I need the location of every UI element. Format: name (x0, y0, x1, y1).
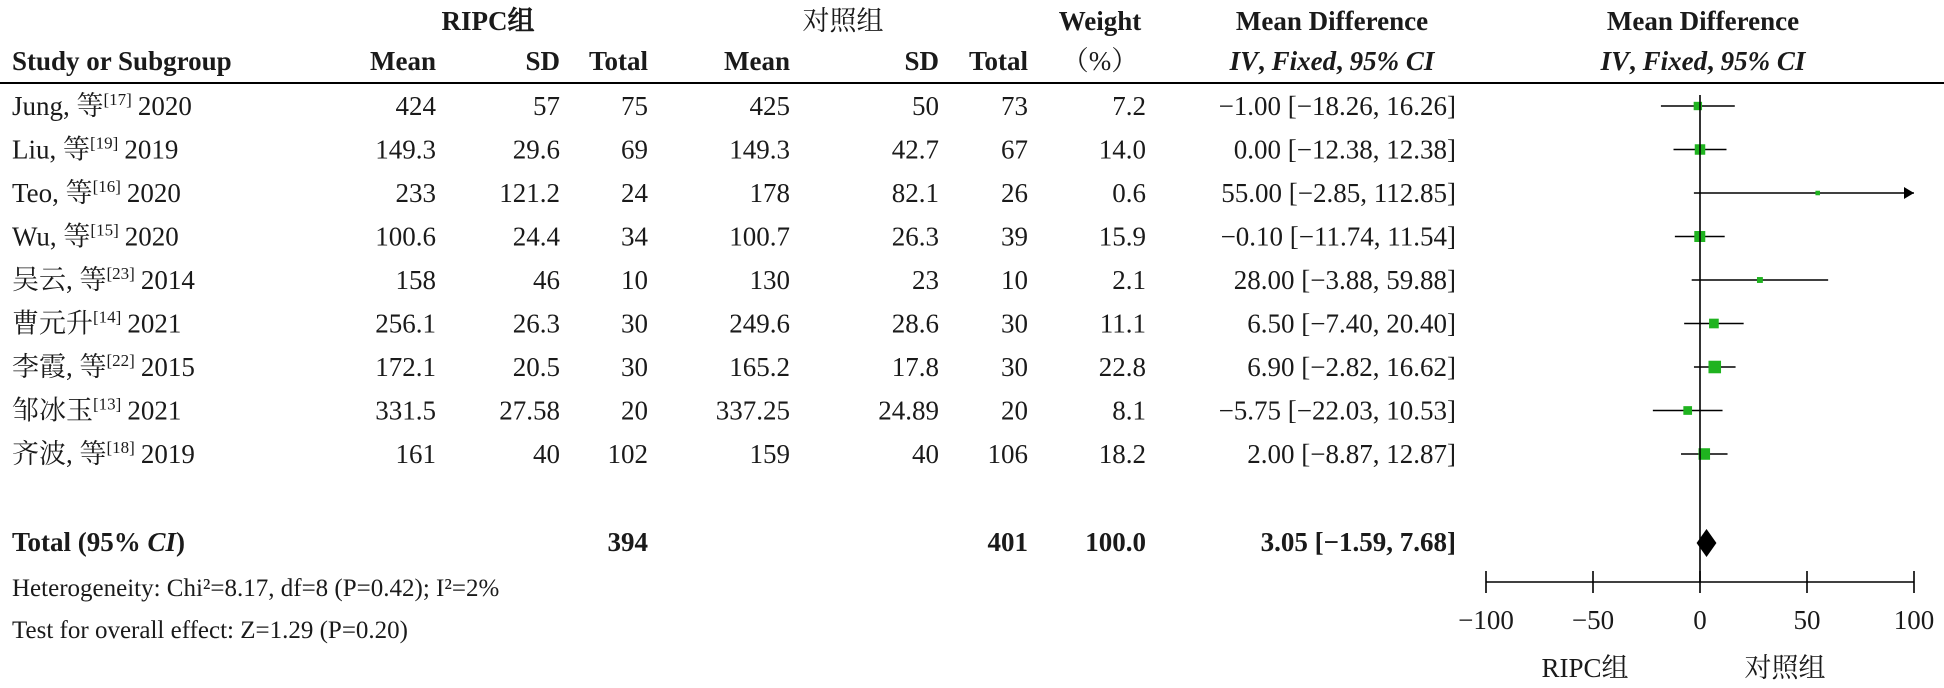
ci-arrow (1904, 187, 1914, 199)
total-exp-count: 394 (607, 527, 648, 557)
study-exp-mean: 149.3 (375, 134, 436, 165)
ctl-total-header: Total (968, 46, 1028, 76)
study-ref: [15] (90, 220, 119, 240)
heterogeneity-text: Heterogeneity: Chi²=8.17, df=8 (P=0.42); I²=2% (12, 575, 500, 602)
exp-total-header: Total (588, 46, 648, 76)
weight-header: Weight (1058, 6, 1142, 36)
total-weight: 100.0 (1085, 527, 1146, 557)
study-exp-total: 10 (621, 265, 648, 295)
study-name: 邹冰玉 (12, 395, 93, 426)
study-ref: [17] (103, 90, 132, 109)
study-md-text: −1.00 [−18.26, 16.26] (1218, 91, 1456, 121)
study-label (12, 90, 192, 121)
control-group-header: 对照组 (802, 6, 884, 36)
study-md-text: 0.00 [−12.38, 12.38] (1233, 134, 1456, 165)
plot-method-iv: IV (1600, 46, 1630, 76)
total-row-label (12, 527, 185, 557)
study-name: 齐波, 等 (12, 439, 107, 469)
study-ctl-sd: 23 (912, 265, 939, 295)
study-year: 2019 (124, 134, 179, 165)
study-weight: 8.1 (1112, 395, 1146, 426)
study-ctl-total: 73 (1001, 91, 1028, 121)
study-exp-mean: 424 (395, 91, 436, 121)
study-exp-sd: 27.58 (499, 395, 560, 426)
study-ctl-sd: 42.7 (891, 134, 939, 165)
plot-header-title: Mean Difference (1606, 6, 1800, 36)
study-ctl-total: 67 (1001, 134, 1028, 165)
total-ctl-count: 401 (987, 527, 1028, 557)
study-year: 2020 (124, 221, 179, 252)
study-exp-total: 30 (621, 352, 648, 382)
study-exp-mean: 233 (395, 178, 436, 208)
study-ctl-sd: 82.1 (891, 178, 939, 208)
study-year: 2014 (140, 265, 195, 295)
study-weight: 2.1 (1112, 265, 1146, 295)
study-exp-total: 20 (621, 395, 648, 426)
study-ctl-mean: 249.6 (729, 308, 790, 339)
study-year: 2021 (127, 395, 182, 426)
study-exp-total: 75 (621, 91, 648, 121)
study-exp-mean: 331.5 (375, 395, 436, 426)
study-ctl-sd: 26.3 (891, 221, 939, 252)
exp-mean-header: Mean (370, 46, 436, 76)
study-ref: [16] (92, 177, 121, 196)
study-name: Teo, 等 (12, 178, 93, 208)
study-exp-mean: 161 (395, 439, 436, 469)
x-tick-label: −50 (1571, 605, 1615, 635)
study-ctl-mean: 100.7 (729, 221, 790, 252)
study-name: 李霞, 等 (12, 352, 107, 382)
x-tick-label: 50 (1793, 605, 1821, 635)
favours-left-label: RIPC组 (1541, 653, 1629, 683)
study-ctl-sd: 40 (912, 439, 939, 469)
plot-method-fixed: Fixed (1642, 46, 1708, 76)
study-weight: 22.8 (1098, 352, 1146, 382)
study-exp-mean: 100.6 (375, 221, 436, 252)
study-md-text: 2.00 [−8.87, 12.87] (1247, 439, 1456, 469)
study-ctl-mean: 159 (749, 439, 790, 469)
study-ref: [23] (106, 264, 135, 283)
study-exp-sd: 20.5 (512, 352, 560, 382)
md-method-fixed: Fixed (1271, 46, 1337, 76)
study-name: Jung, 等 (12, 91, 104, 121)
effect-square (1683, 406, 1692, 415)
study-exp-sd: 24.4 (512, 221, 560, 252)
study-exp-sd: 46 (533, 265, 560, 295)
weight-unit-header: （%） (1061, 46, 1139, 76)
study-exp-total: 34 (621, 221, 648, 252)
md-method-iv: IV (1229, 46, 1259, 76)
study-ctl-total: 30 (1001, 308, 1028, 339)
study-label (12, 221, 179, 252)
effect-square (1757, 277, 1763, 283)
x-tick-label: 0 (1693, 605, 1707, 635)
forest-plot-area (1458, 95, 1934, 635)
ctl-sd-header: SD (904, 46, 939, 76)
study-ctl-total: 39 (1001, 221, 1028, 252)
ctl-mean-header: Mean (724, 46, 790, 76)
study-ctl-total: 30 (1001, 352, 1028, 382)
study-column-header: Study or Subgroup (12, 46, 232, 76)
study-label (12, 351, 195, 382)
x-tick-label: −100 (1458, 605, 1514, 635)
study-exp-sd: 26.3 (512, 308, 560, 339)
study-exp-mean: 256.1 (375, 308, 436, 339)
study-weight: 11.1 (1099, 308, 1146, 339)
study-ctl-total: 20 (1001, 395, 1028, 426)
effect-square (1815, 191, 1820, 196)
study-year: 2015 (140, 352, 195, 382)
study-label (12, 134, 178, 165)
study-label (12, 177, 181, 208)
study-exp-sd: 29.6 (512, 134, 560, 165)
study-label (12, 395, 181, 426)
study-weight: 18.2 (1098, 439, 1146, 469)
study-md-text: 6.90 [−2.82, 16.62] (1247, 352, 1456, 382)
study-md-text: 55.00 [−2.85, 112.85] (1221, 178, 1456, 208)
study-md-text: −0.10 [−11.74, 11.54] (1220, 221, 1456, 252)
study-md-text: 6.50 [−7.40, 20.40] (1247, 308, 1456, 339)
x-tick-label: 100 (1893, 605, 1935, 635)
study-ctl-mean: 178 (749, 178, 790, 208)
total-label-close: ) (176, 527, 186, 557)
study-year: 2019 (140, 439, 195, 469)
study-exp-total: 24 (621, 178, 648, 208)
study-ctl-sd: 17.8 (891, 352, 939, 382)
total-md: 3.05 [−1.59, 7.68] (1260, 527, 1456, 557)
study-rows (12, 90, 1456, 469)
study-ref: [19] (90, 133, 119, 153)
study-ref: [22] (106, 351, 135, 370)
study-ctl-total: 106 (987, 439, 1028, 469)
study-ctl-mean: 165.2 (729, 352, 790, 382)
study-exp-mean: 172.1 (375, 352, 436, 382)
study-exp-sd: 57 (533, 91, 560, 121)
study-ctl-mean: 149.3 (729, 134, 790, 165)
experimental-group-header: RIPC组 (441, 6, 535, 36)
total-label-main: Total (95% (12, 527, 148, 557)
effect-square (1708, 361, 1721, 374)
study-label (12, 438, 195, 469)
study-weight: 15.9 (1098, 221, 1146, 252)
study-exp-sd: 40 (533, 439, 560, 469)
study-weight: 0.6 (1112, 178, 1146, 208)
study-year: 2021 (127, 308, 182, 339)
study-md-text: −5.75 [−22.03, 10.53] (1218, 395, 1456, 426)
study-exp-total: 30 (621, 308, 648, 339)
md-method-header: IV, Fixed, 95% CI (1229, 46, 1435, 76)
study-ctl-sd: 50 (912, 91, 939, 121)
study-ref: [14] (93, 307, 122, 327)
study-name: Liu, 等 (12, 134, 90, 165)
study-ctl-mean: 425 (749, 91, 790, 121)
favours-right-label: 对照组 (1744, 653, 1826, 683)
study-ctl-sd: 24.89 (878, 395, 939, 426)
study-ctl-mean: 337.25 (715, 395, 790, 426)
effect-square (1709, 319, 1719, 329)
study-exp-total: 69 (621, 134, 648, 165)
study-year: 2020 (126, 178, 181, 208)
study-ref: [13] (93, 394, 122, 414)
plot-method-header: IV, Fixed, 95% CI (1600, 46, 1806, 76)
study-ctl-total: 26 (1001, 178, 1028, 208)
md-method-ci: 95% CI (1349, 46, 1435, 76)
study-name: Wu, 等 (12, 221, 91, 252)
study-weight: 14.0 (1098, 134, 1146, 165)
study-ref: [18] (106, 438, 135, 457)
study-ctl-total: 10 (1001, 265, 1028, 295)
study-exp-sd: 121.2 (499, 178, 560, 208)
study-md-text: 28.00 [−3.88, 59.88] (1233, 265, 1456, 295)
study-exp-mean: 158 (395, 265, 436, 295)
study-ctl-sd: 28.6 (891, 308, 939, 339)
study-ctl-mean: 130 (749, 265, 790, 295)
study-weight: 7.2 (1112, 91, 1146, 121)
plot-method-ci: 95% CI (1720, 46, 1806, 76)
md-header-title: Mean Difference (1235, 6, 1429, 36)
total-label-ci: CI (147, 527, 177, 557)
study-label (12, 308, 181, 339)
study-name: 曹元升 (12, 308, 93, 339)
study-label (12, 264, 195, 295)
study-name: 吴云, 等 (12, 265, 107, 295)
study-year: 2020 (137, 91, 192, 121)
exp-sd-header: SD (525, 46, 560, 76)
overall-effect-text: Test for overall effect: Z=1.29 (P=0.20) (12, 617, 409, 644)
study-exp-total: 102 (607, 439, 648, 469)
